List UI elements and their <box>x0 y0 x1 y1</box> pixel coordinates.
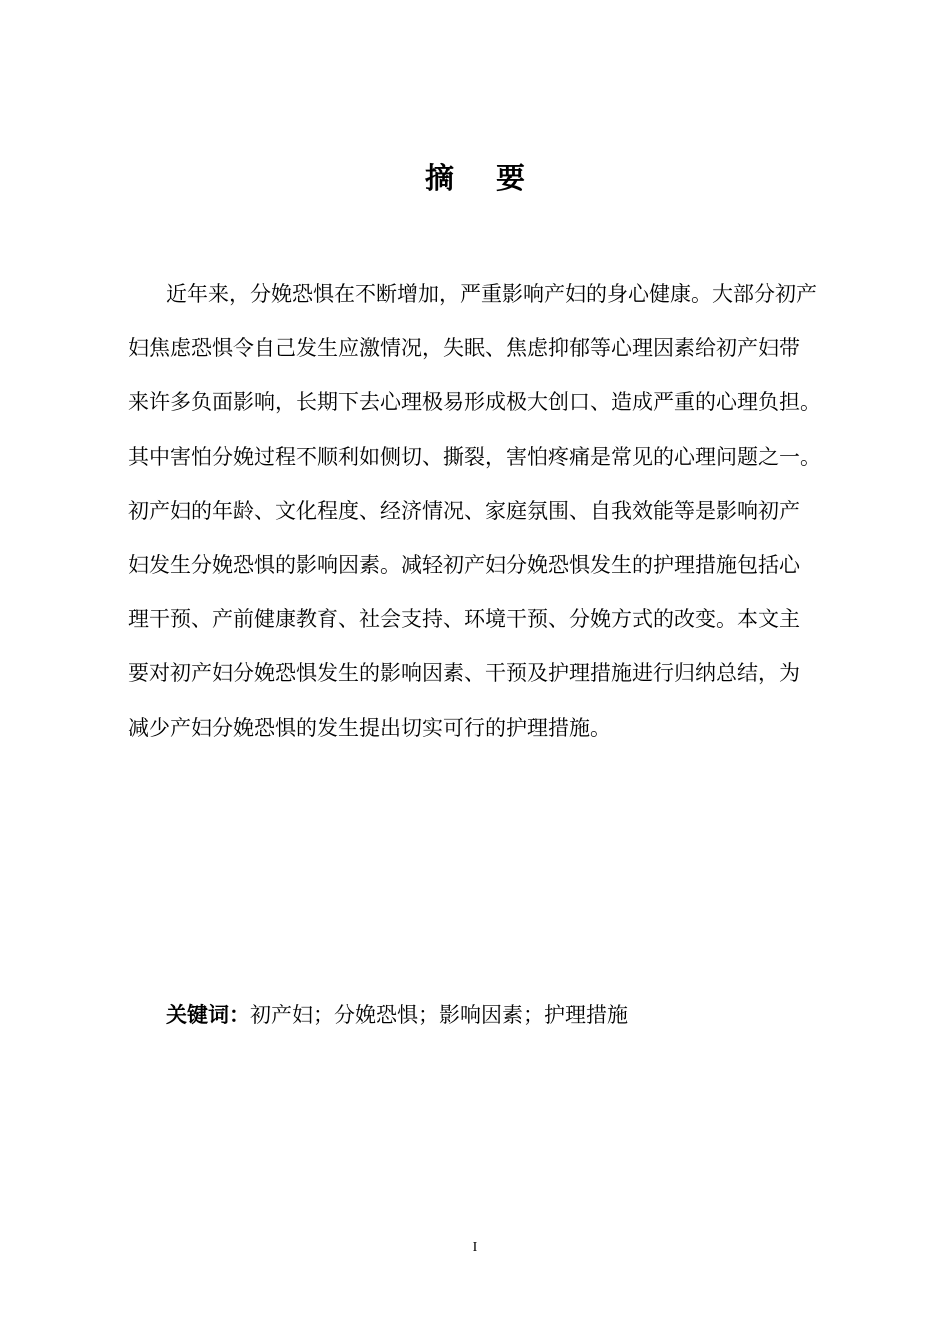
abstract-line: 妇发生分娩恐惧的影响因素。减轻初产妇分娩恐惧发生的护理措施包括心 <box>128 552 800 577</box>
abstract-line: 近年来，分娩恐惧在不断增加，严重影响产妇的身心健康。大部分初产 <box>166 282 817 306</box>
abstract-body <box>128 267 888 755</box>
abstract-line: 其中害怕分娩过程不顺利如侧切、撕裂，害怕疼痛是常见的心理问题之一。 <box>128 444 821 469</box>
abstract-line: 理干预、产前健康教育、社会支持、环境干预、分娩方式的改变。本文主 <box>128 607 800 632</box>
keywords-value: 初产妇；分娩恐惧；影响因素；护理措施 <box>250 1003 628 1027</box>
abstract-line: 初产妇的年龄、文化程度、经济情况、家庭氛围、自我效能等是影响初产 <box>128 498 800 523</box>
abstract-line: 妇焦虑恐惧令自己发生应激情况，失眠、焦虑抑郁等心理因素给初产妇带 <box>128 336 800 361</box>
abstract-line: 来许多负面影响，长期下去心理极易形成极大创口、造成严重的心理负担。 <box>128 390 821 415</box>
page-title: 摘要 <box>424 161 567 195</box>
page-number: I <box>472 1240 478 1255</box>
abstract-line: 减少产妇分娩恐惧的发生提出切实可行的护理措施。 <box>128 715 611 740</box>
abstract-line: 要对初产妇分娩恐惧发生的影响因素、干预及护理措施进行归纳总结，为 <box>128 661 800 686</box>
keywords <box>166 997 628 1033</box>
keywords-label: 关键词： <box>166 1003 250 1027</box>
